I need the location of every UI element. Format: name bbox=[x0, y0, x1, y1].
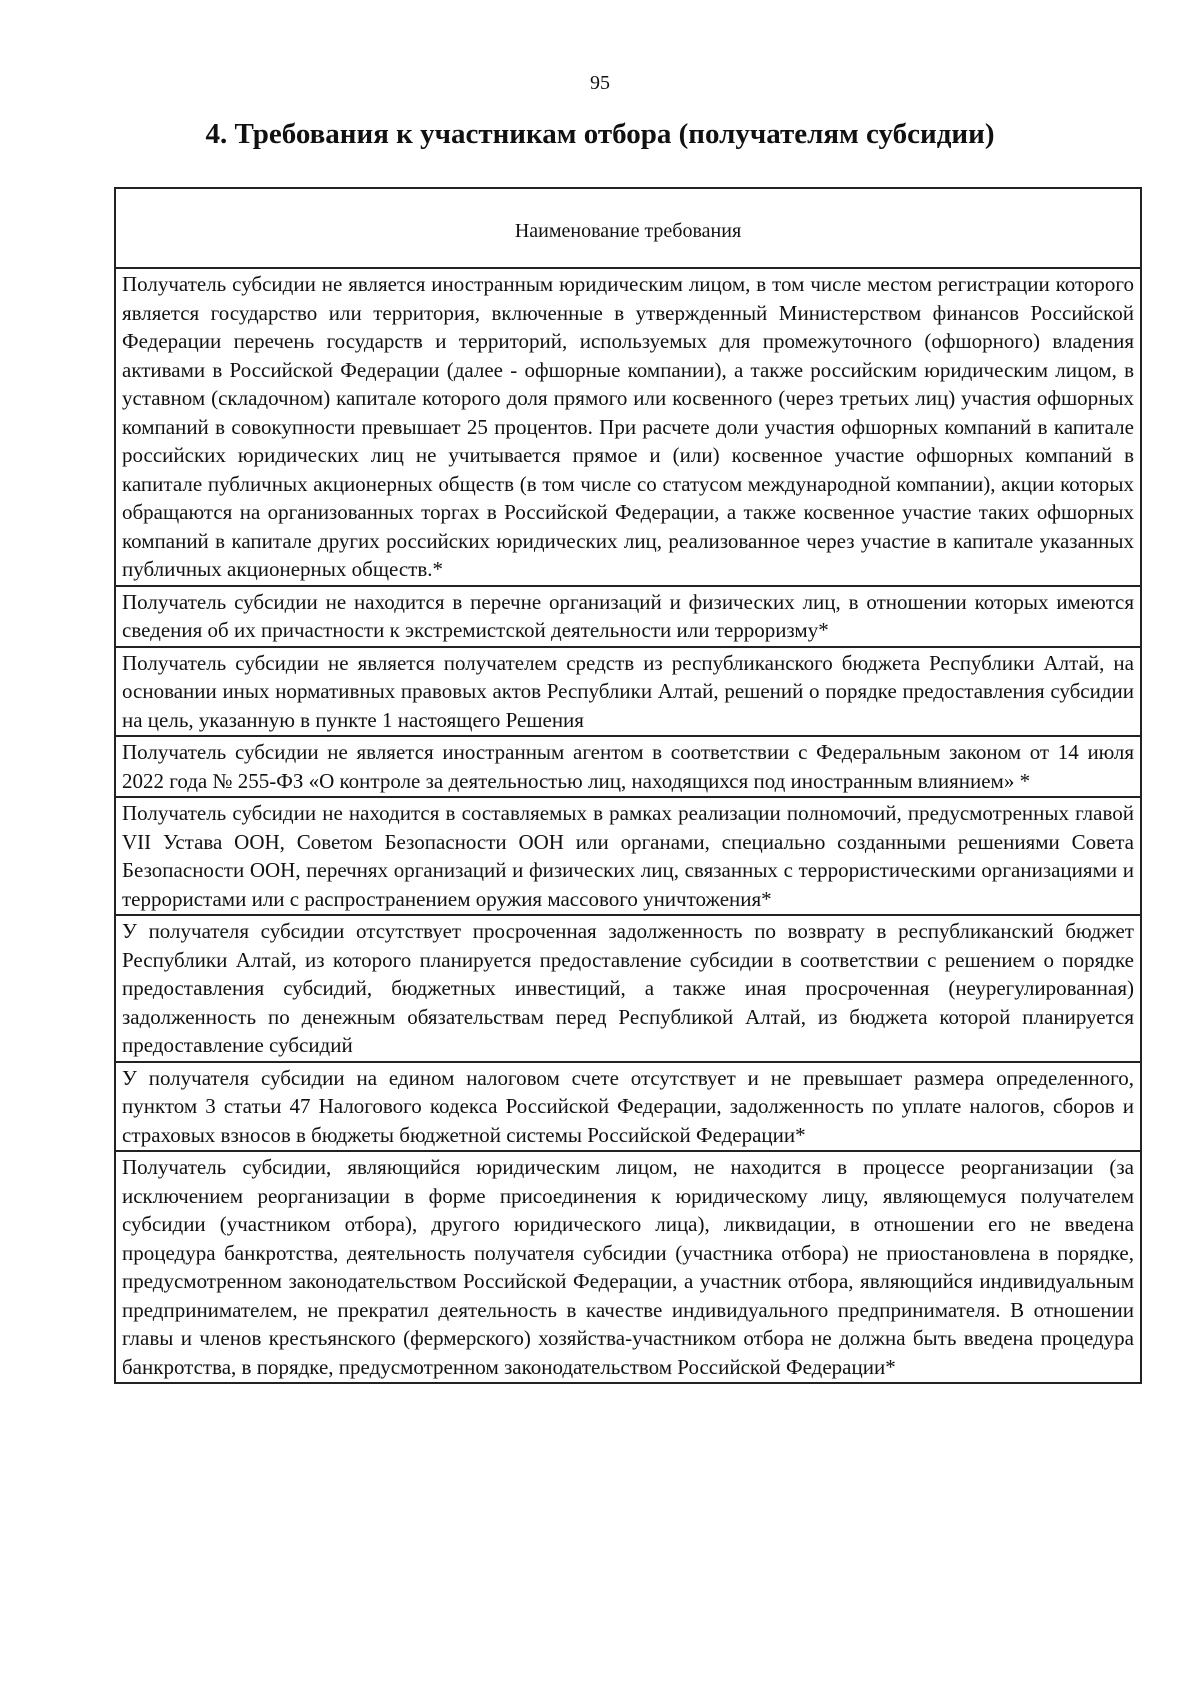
table-row: Получатель субсидии не является иностранным агентом в соответствии с Федеральным законом от 14 июля 2022 года № 255-ФЗ «О контроле за деятельностью лиц, находящихся под иностранным влиянием» * bbox=[116, 737, 1140, 798]
table-row: Получатель субсидии не является получателем средств из республиканского бюджета Республики Алтай, на основании иных нормативных правовых актов Республики Алтай, решений о порядке предоставления субсидии на цель, указанную в пункте 1 настоящего Решения bbox=[116, 648, 1140, 738]
table-row: У получателя субсидии отсутствует просроченная задолженность по возврату в республиканский бюджет Республики Алтай, из которого планируется предоставление субсидии в соответствии с решением о порядке предоставления субсидий, бюджетных инвестиций, а также иная просроченная (неурегулированная) задолженность по денежным обязательствам перед Республикой Алтай, из бюджета которой планируется предоставление субсидий bbox=[116, 916, 1140, 1063]
table-row: Получатель субсидии не находится в перечне организаций и физических лиц, в отношении которых имеются сведения об их причастности к экстремистской деятельности или терроризму* bbox=[116, 587, 1140, 648]
section-title: 4. Требования к участникам отбора (получателям субсидии) bbox=[205, 118, 995, 150]
table-row: У получателя субсидии на едином налоговом счете отсутствует и не превышает размера определенного, пунктом 3 статьи 47 Налогового кодекса Российской Федерации, задолженность по уплате налогов, сборов и страховых взносов в бюджеты бюджетной системы Российской Федерации* bbox=[116, 1063, 1140, 1153]
requirements-table bbox=[114, 187, 1142, 1384]
table-header: Наименование требования bbox=[116, 189, 1140, 269]
table-row: Получатель субсидии не является иностранным юридическим лицом, в том числе местом регистрации которого является государство или территория, включенные в утвержденный Министерством финансов Российской Федерации перечень государств и территорий, используемых для промежуточного (офшорного) владения активами в Российской Федерации (далее - офшорные компании), а также российским юридическим лицом, в уставном (складочном) капитале которого доля прямого или косвенного (через третьих лиц) участия офшорных компаний в совокупности превышает 25 процентов. При расчете доли участия офшорных компаний в капитале российских юридических лиц не учитывается прямое и (или) косвенное участие офшорных компаний в капитале публичных акционерных обществ (в том числе со статусом международной компании), акции которых обращаются на организованных торгах в Российской Федерации, а также косвенное участие таких офшорных компаний в капитале других российских юридических лиц, реализованное через участие в капитале указанных публичных акционерных обществ.* bbox=[116, 269, 1140, 587]
table-row: Получатель субсидии, являющийся юридическим лицом, не находится в процессе реорганизации (за исключением реорганизации в форме присоединения к юридическому лицу, являющемуся получателем субсидии (участником отбора), другого юридического лица), ликвидации, в отношении его не введена процедура банкротства, деятельность получателя субсидии (участника отбора) не приостановлена в порядке, предусмотренном законодательством Российской Федерации, а участник отбора, являющийся индивидуальным предпринимателем, не прекратил деятельность в качестве индивидуального предпринимателя. В отношении главы и членов крестьянского (фермерского) хозяйства-участником отбора не должна быть введена процедура банкротства, в порядке, предусмотренном законодательством Российской Федерации* bbox=[122, 1155, 1134, 1379]
page-number: 95 bbox=[590, 72, 610, 94]
table-row: Получатель субсидии не находится в составляемых в рамках реализации полномочий, предусмотренных главой VII Устава ООН, Советом Безопасности ООН или органами, специально созданными решениями Совета Безопасности ООН, перечнях организаций и физических лиц, связанных с террористическими организациями и террористами или с распространением оружия массового уничтожения* bbox=[116, 798, 1140, 916]
